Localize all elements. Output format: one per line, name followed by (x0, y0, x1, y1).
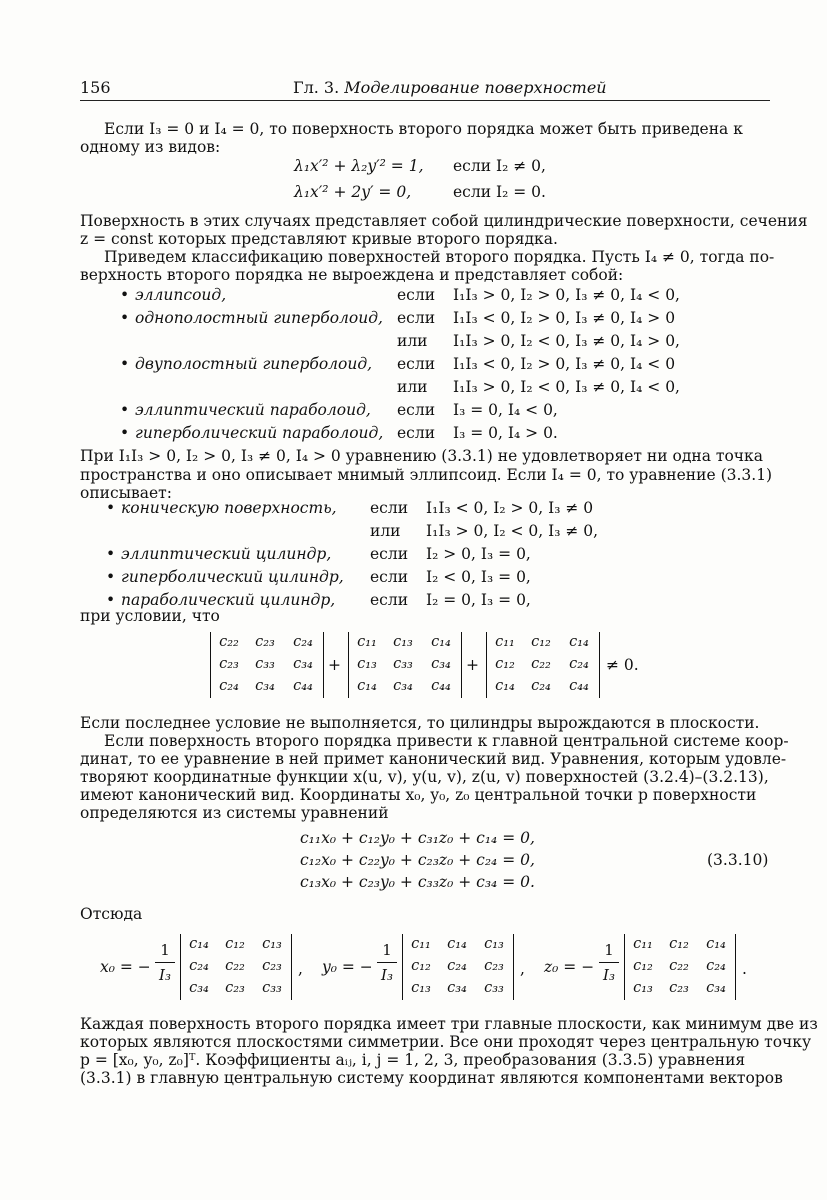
condition-formula: I₂ < 0, I₃ = 0, (426, 568, 531, 586)
plus-sign: + (466, 656, 479, 674)
list-bullet: • (120, 355, 130, 373)
condition-formula: I₂ > 0, I₃ = 0, (426, 545, 531, 563)
condition-word: или (370, 522, 401, 540)
matrix-cell: c₃₄ (255, 678, 275, 694)
p9-line2: которых являются плоскостями симметрии. Все они проходят через центральную точку (80, 1033, 812, 1051)
condition-word: или (397, 332, 428, 350)
fraction-num: 1 (382, 941, 392, 959)
surface-name: однополостный гиперболоид, (135, 309, 383, 327)
p7-line2: динат, то ее уравнение в ней примет канонический вид. Уравнения, которым удовле- (80, 750, 787, 768)
matrix-cell: c₁₂ (411, 958, 431, 974)
system-eq-1: c₁₁x₀ + c₁₂y₀ + c₃₁z₀ + c₁₄ = 0, (300, 829, 535, 847)
matrix-cell: c₂₄ (706, 958, 726, 974)
matrix-cell: c₁₄ (189, 936, 209, 952)
p8: Отсюда (80, 905, 143, 923)
p3-line2: верхность второго порядка не выроеждена и представляет собой: (80, 266, 624, 284)
matrix-cell: c₂₃ (219, 656, 239, 672)
matrix-cell: c₂₂ (219, 634, 239, 650)
system-eq-2: c₁₂x₀ + c₂₂y₀ + c₂₃z₀ + c₂₄ = 0, (300, 851, 535, 869)
condition-formula: I₁I₃ > 0, I₂ < 0, I₃ ≠ 0, (426, 522, 599, 540)
surface-name: параболический цилиндр, (121, 591, 336, 609)
condition-word: или (397, 378, 428, 396)
condition-formula: I₁I₃ > 0, I₂ < 0, I₃ ≠ 0, I₄ < 0, (453, 378, 680, 396)
matrix-cell: c₁₃ (262, 936, 282, 952)
matrix-cell: c₃₄ (393, 678, 413, 694)
determinant-z0 (624, 934, 736, 1000)
list-bullet: • (120, 309, 130, 327)
p9-line1: Каждая поверхность второго порядка имеет три главные плоскости, как минимум две из (80, 1015, 818, 1033)
y0-lhs: y₀ = − (322, 958, 373, 976)
list-bullet: • (120, 286, 130, 304)
matrix-cell: c₄₄ (431, 678, 451, 694)
matrix-cell: c₃₄ (293, 656, 313, 672)
matrix-cell: c₃₄ (706, 980, 726, 996)
p2-line1: Поверхность в этих случаях представляет собой цилиндрические поверхности, сечения (80, 212, 808, 230)
condition-formula: I₂ = 0, I₃ = 0, (426, 591, 531, 609)
p1-line1: Если I₃ = 0 и I₄ = 0, то поверхность второго порядка может быть приведена к (104, 120, 743, 138)
condition-word: если (397, 355, 436, 373)
matrix-cell: c₃₃ (484, 980, 504, 996)
fraction-den: I₃ (603, 966, 615, 984)
matrix-cell: c₁₄ (706, 936, 726, 952)
running-header (293, 78, 607, 97)
p3-line1: Приведем классификацию поверхностей второго порядка. Пусть I₄ ≠ 0, тогда по- (104, 248, 775, 266)
condition-word: если (370, 591, 409, 609)
p4-line1: При I₁I₃ > 0, I₂ > 0, I₃ ≠ 0, I₄ > 0 уравнению (3.3.1) не удовлетворяет ни одна точка (80, 447, 763, 465)
condition-word: если (397, 286, 436, 304)
comma: , (520, 960, 525, 978)
condition-formula: I₁I₃ < 0, I₂ > 0, I₃ ≠ 0 (426, 499, 594, 517)
list-bullet: • (106, 545, 116, 563)
comma: , (298, 960, 303, 978)
matrix-cell: c₃₃ (393, 656, 413, 672)
matrix-cell: c₁₃ (393, 634, 413, 650)
condition-word: если (397, 401, 436, 419)
matrix-cell: c₁₂ (531, 634, 551, 650)
header-rule (80, 100, 770, 101)
p7-line4: имеют канонический вид. Координаты x₀, y₀, z₀ центральной точки p поверхности (80, 786, 757, 804)
matrix-cell: c₁₂ (633, 958, 653, 974)
matrix-cell: c₁₂ (495, 656, 515, 672)
condition-word: если (370, 545, 409, 563)
matrix-cell: c₃₄ (431, 656, 451, 672)
condition-word: если (370, 568, 409, 586)
p6: Если последнее условие не выполняется, то цилиндры вырождаются в плоскости. (80, 714, 760, 732)
eq-cylinder-1-cond: если I₂ ≠ 0, (453, 157, 546, 175)
matrix-cell: c₃₃ (255, 656, 275, 672)
matrix-cell: c₃₄ (447, 980, 467, 996)
condition-formula: I₁I₃ < 0, I₂ > 0, I₃ ≠ 0, I₄ < 0 (453, 355, 676, 373)
matrix-cell: c₂₄ (447, 958, 467, 974)
matrix-cell: c₂₄ (189, 958, 209, 974)
surface-name: коническую поверхность, (121, 499, 337, 517)
x0-lhs: x₀ = − (100, 958, 151, 976)
list-bullet: • (106, 568, 116, 586)
matrix-cell: c₁₃ (357, 656, 377, 672)
matrix-cell: c₁₃ (633, 980, 653, 996)
matrix-cell: c₁₄ (357, 678, 377, 694)
matrix-cell: c₂₃ (225, 980, 245, 996)
p9-line3: p = [x₀, y₀, z₀]ᵀ. Коэффициенты aᵢⱼ, i, j = 1, 2, 3, преобразования (3.3.5) уравнения (80, 1051, 746, 1069)
condition-formula: I₁I₃ > 0, I₂ > 0, I₃ ≠ 0, I₄ < 0, (453, 286, 680, 304)
condition-word: если (397, 424, 436, 442)
condition-word: если (397, 309, 436, 327)
surface-name: эллиптический параболоид, (135, 401, 371, 419)
matrix-cell: c₁₁ (633, 936, 653, 952)
determinant-1 (210, 632, 324, 698)
eq-cylinder-1: λ₁x′² + λ₂y′² = 1, (294, 157, 424, 175)
matrix-cell: c₂₂ (225, 958, 245, 974)
matrix-cell: c₂₃ (255, 634, 275, 650)
matrix-cell: c₁₄ (431, 634, 451, 650)
fraction-bar (155, 962, 175, 963)
surface-name: двуполостный гиперболоид, (135, 355, 373, 373)
matrix-cell: c₁₂ (225, 936, 245, 952)
condition-formula: I₃ = 0, I₄ < 0, (453, 401, 558, 419)
chapter-label: Гл. 3. (293, 78, 340, 97)
matrix-cell: c₃₄ (189, 980, 209, 996)
matrix-cell: c₂₄ (531, 678, 551, 694)
matrix-cell: c₁₄ (447, 936, 467, 952)
matrix-cell: c₂₂ (531, 656, 551, 672)
matrix-cell: c₄₄ (569, 678, 589, 694)
matrix-cell: c₁₂ (669, 936, 689, 952)
condition-word: если (370, 499, 409, 517)
matrix-cell: c₂₃ (484, 958, 504, 974)
p5: при условии, что (80, 607, 220, 625)
surface-name: гиперболический цилиндр, (121, 568, 344, 586)
list-bullet: • (120, 424, 130, 442)
matrix-cell: c₂₄ (569, 656, 589, 672)
fraction-bar (599, 962, 619, 963)
matrix-cell: c₃₃ (262, 980, 282, 996)
fraction-den: I₃ (381, 966, 393, 984)
surface-name: эллиптический цилиндр, (121, 545, 332, 563)
matrix-cell: c₁₃ (411, 980, 431, 996)
equation-label: (3.3.10) (707, 851, 769, 869)
surface-name: эллипсоид, (135, 286, 227, 304)
period: . (742, 960, 747, 978)
condition-formula: I₁I₃ < 0, I₂ > 0, I₃ ≠ 0, I₄ > 0 (453, 309, 676, 327)
determinant-y0 (402, 934, 514, 1000)
plus-sign: + (328, 656, 341, 674)
z0-lhs: z₀ = − (544, 958, 595, 976)
matrix-cell: c₂₄ (293, 634, 313, 650)
matrix-cell: c₁₄ (495, 678, 515, 694)
eq-cylinder-2-cond: если I₂ = 0. (453, 183, 546, 201)
chapter-title: Моделирование поверхностей (344, 78, 607, 97)
surface-name: гиперболический параболоид, (135, 424, 384, 442)
p4-line3: описывает: (80, 484, 172, 502)
matrix-cell: c₂₃ (262, 958, 282, 974)
matrix-cell: c₁₁ (357, 634, 377, 650)
condition-formula: I₃ = 0, I₄ > 0. (453, 424, 558, 442)
list-bullet: • (120, 401, 130, 419)
p7-line5: определяются из системы уравнений (80, 804, 389, 822)
fraction-den: I₃ (159, 966, 171, 984)
matrix-cell: c₁₄ (569, 634, 589, 650)
p2-line2: z = const которых представляют кривые второго порядка. (80, 230, 558, 248)
neq-zero: ≠ 0. (606, 656, 639, 674)
matrix-cell: c₁₁ (495, 634, 515, 650)
matrix-cell: c₄₄ (293, 678, 313, 694)
matrix-cell: c₂₃ (669, 980, 689, 996)
p7-line1: Если поверхность второго порядка привести к главной центральной системе коор- (104, 732, 789, 750)
system-eq-3: c₁₃x₀ + c₂₃y₀ + c₃₃z₀ + c₃₄ = 0. (300, 873, 535, 891)
matrix-cell: c₁₁ (411, 936, 431, 952)
matrix-cell: c₂₄ (219, 678, 239, 694)
matrix-cell: c₁₃ (484, 936, 504, 952)
page-number: 156 (80, 78, 111, 97)
fraction-bar (377, 962, 397, 963)
list-bullet: • (106, 499, 116, 517)
p1-line2: одному из видов: (80, 138, 221, 156)
list-bullet: • (106, 591, 116, 609)
determinant-3 (486, 632, 600, 698)
determinant-x0 (180, 934, 292, 1000)
p9-line4: (3.3.1) в главную центральную систему координат являются компонентами векторов (80, 1069, 783, 1087)
p4-line2: пространства и оно описывает мнимый эллипсоид. Если I₄ = 0, то уравнение (3.3.1) (80, 466, 773, 484)
eq-cylinder-2: λ₁x′² + 2y′ = 0, (294, 183, 412, 201)
determinant-2 (348, 632, 462, 698)
fraction-num: 1 (604, 941, 614, 959)
fraction-num: 1 (160, 941, 170, 959)
condition-formula: I₁I₃ > 0, I₂ < 0, I₃ ≠ 0, I₄ > 0, (453, 332, 680, 350)
matrix-cell: c₂₂ (669, 958, 689, 974)
p7-line3: творяют координатные функции x(u, v), y(u, v), z(u, v) поверхностей (3.2.4)–(3.2.13), (80, 768, 769, 786)
